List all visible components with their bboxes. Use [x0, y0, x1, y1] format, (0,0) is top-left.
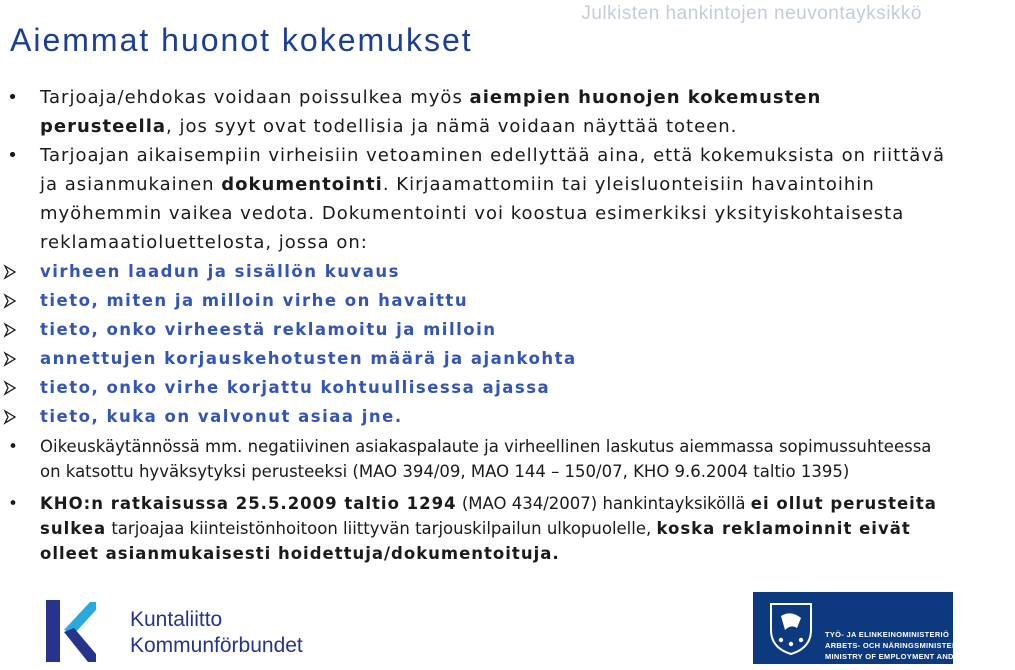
bullet-2 [0, 141, 960, 257]
arrow-bullet-icon [4, 294, 16, 308]
sub-bullet-text: annettujen korjauskehotusten määrä ja ajankohta [40, 349, 577, 368]
bullet-dot-icon: • [7, 87, 19, 108]
kommunforbundet-name: Kommunförbundet [130, 634, 303, 657]
slide-content [0, 83, 960, 566]
bullet-3 [0, 434, 960, 484]
bullet-1 [0, 83, 960, 141]
kuntaliitto-name: Kuntaliitto [130, 608, 223, 631]
bullet-1-text-bold: aiempien huonojen kokemusten perusteella [40, 87, 822, 137]
sub-bullet-text: tieto, onko virheestä reklamoitu ja milloin [40, 320, 497, 339]
sub-bullet-4 [0, 344, 960, 373]
bullet-2-text-bold: dokumentointi [221, 174, 383, 195]
sub-bullet-1 [0, 257, 960, 286]
bullet-dot-icon: • [8, 494, 18, 513]
bullet-3-text: Oikeuskäytännössä mm. negatiivinen asiakaspalaute ja virheellinen laskutus aiemmassa sopimussuhteessa on katsottu hyväksytyksi perusteeksi (MAO 394/09, MAO 144 – 150/07, KHO 9.6.2004 taltio 1395) [40, 437, 932, 481]
bullet-1-text-c: , jos syyt ovat todellisia ja nämä voidaan näyttää toteen. [166, 116, 738, 137]
page-title: Aiemmat huonot kokemukset [10, 22, 473, 58]
bullet-4-text-b: (MAO 434/2007) hankintayksiköllä [456, 494, 751, 513]
bullet-dot-icon: • [7, 145, 19, 166]
ministry-name-fi: TYÖ- JA ELINKEINOMINISTERIÖ [825, 630, 950, 639]
bullet-2-text-c: . Kirjaamattomiin tai yleisluonteisiin havaintoihin myöhemmin vaikea vedota. [40, 174, 875, 224]
sub-bullet-5 [0, 373, 960, 402]
ministry-logo [753, 592, 1015, 664]
arrow-bullet-icon [4, 352, 16, 366]
sub-bullet-3 [0, 315, 960, 344]
bullet-4-text-d: tarjoajaa kiinteistönhoitoon liittyvän tarjouskilpailun ulkopuolelle, [106, 519, 657, 538]
arrow-bullet-icon [4, 323, 16, 337]
bullet-4-text-bold-c: ei ollut perusteita sulkea [40, 494, 937, 538]
sub-bullet-2 [0, 286, 960, 315]
arrow-bullet-icon [4, 410, 16, 424]
bullet-4-text-bold-e: koska reklamoinnit eivät olleet asianmukaisesti hoidettuja/dokumentoituja. [40, 519, 911, 563]
ministry-name-sv: ARBETS- OCH NÄRINGSMINISTERIET [825, 641, 971, 650]
arrow-bullet-icon [4, 265, 16, 279]
bullet-1-text-a: Tarjoaja/ehdokas voidaan poissulkea myös [40, 87, 470, 108]
bullet-2-text-a: Tarjoajan aikaisempiin virheisiin vetoaminen edellyttää aina, että kokemuksista on riittävä ja asianmukainen [40, 145, 946, 195]
coat-of-arms-icon [767, 600, 815, 656]
sub-bullet-text: tieto, kuka on valvonut asiaa jne. [40, 407, 403, 426]
ministry-name-en: MINISTRY OF EMPLOYMENT AND THE ECONOMY [825, 652, 1015, 661]
sub-bullet-text: tieto, miten ja milloin virhe on havaittu [40, 291, 469, 310]
kuntaliitto-k-icon [40, 600, 96, 662]
organization-label: Julkisten hankintojen neuvontayksikkö [581, 3, 922, 24]
bullet-2-text-d: Dokumentointi voi koostua esimerkiksi yksityiskohtaisesta reklamaatioluettelosta, jossa on: [40, 203, 905, 253]
sub-bullet-text: virheen laadun ja sisällön kuvaus [40, 262, 400, 281]
kuntaliitto-logo [40, 598, 303, 664]
bullet-4 [0, 491, 960, 566]
bullet-4-text-bold-a: KHO:n ratkaisussa 25.5.2009 taltio 1294 [40, 494, 457, 513]
bullet-dot-icon: • [8, 437, 18, 456]
sub-bullet-text: tieto, onko virhe korjattu kohtuullisessa ajassa [40, 378, 551, 397]
arrow-bullet-icon [4, 381, 16, 395]
sub-bullet-6 [0, 402, 960, 431]
